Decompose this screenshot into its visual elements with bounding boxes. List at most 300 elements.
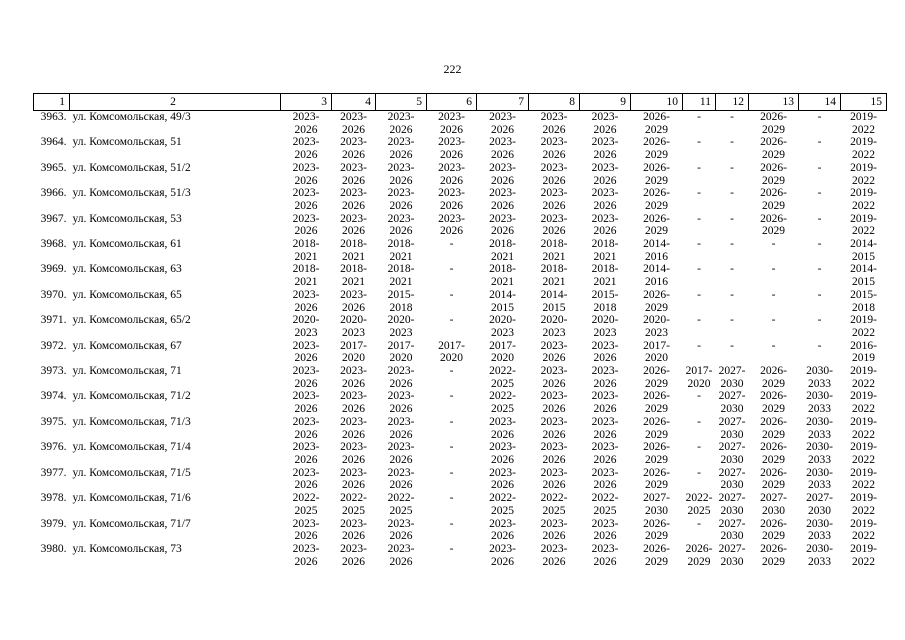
row-value-col-11: - [697, 187, 701, 200]
row-value-col-3: 2023- 2026 [292, 390, 320, 416]
row-number: 3971. [40, 314, 67, 327]
row-value-col-14: 2030- 2033 [806, 415, 833, 441]
row-value-col-3: 2018- 2021 [292, 263, 320, 289]
row-value-col-3: 2023- 2026 [292, 415, 320, 441]
row-value-col-12: 2027- 2030 [718, 441, 746, 466]
row-value-col-15: 2019- 2022 [850, 161, 877, 187]
row-value-col-4: 2023- 2026 [340, 288, 367, 314]
column-header-12: 12 [716, 94, 749, 111]
row-value-col-5: 2023- 2026 [387, 212, 415, 238]
row-value-col-10: 2026- 2029 [643, 161, 670, 187]
row-value-col-6: 2023- 2026 [438, 212, 465, 238]
row-value-col-8: 2023- 2026 [540, 136, 568, 162]
row-value-col-8: 2023- 2026 [540, 441, 568, 466]
row-value-col-7: 2023- 2026 [489, 517, 516, 543]
table-row [34, 289, 887, 314]
row-value-col-14: 2030- 2033 [806, 390, 833, 416]
row-value-col-8: 2023- 2026 [540, 339, 568, 365]
row-value-col-4: 2023- 2026 [340, 441, 367, 466]
row-value-col-3: 2023- 2026 [292, 542, 320, 568]
row-value-col-11: - [697, 314, 701, 327]
row-value-col-10: 2027- 2030 [643, 492, 670, 517]
row-value-col-8: 2018- 2021 [540, 263, 568, 289]
table-body [34, 111, 887, 569]
row-value-col-12: - [730, 111, 734, 123]
row-value-col-11: - [697, 212, 701, 225]
row-value-col-9: 2015- 2018 [591, 288, 619, 314]
row-value-col-7: 2023- 2026 [489, 136, 516, 162]
row-value-col-6: - [449, 314, 454, 327]
row-value-col-11: - [697, 288, 701, 301]
row-value-col-8: 2023- 2026 [540, 466, 568, 492]
row-value-col-10: 2026- 2029 [643, 187, 670, 212]
row-value-col-6: - [449, 466, 454, 479]
row-value-col-7: 2022- 2025 [489, 492, 516, 517]
row-value-col-6: 2023- 2026 [438, 111, 465, 136]
row-value-col-5: 2023- 2026 [387, 187, 415, 212]
row-value-col-13: 2026- 2029 [760, 212, 787, 238]
row-value-col-3: 2023- 2026 [292, 441, 320, 466]
column-header-8: 8 [529, 94, 580, 111]
row-value-col-9: 2023- 2026 [591, 415, 619, 441]
schedule-table [33, 93, 887, 568]
table-row [34, 238, 887, 263]
row-value-col-11: - [697, 263, 701, 276]
row-value-col-11: - [697, 466, 701, 479]
row-value-col-14: - [817, 288, 822, 301]
row-value-col-9: 2023- 2026 [591, 390, 619, 416]
row-address: ул. Комсомольская, 63 [72, 263, 182, 276]
row-value-col-10: 2026- 2029 [643, 542, 670, 568]
table-row [34, 314, 887, 339]
row-value-col-9: 2023- 2026 [591, 212, 619, 238]
row-address: ул. Комсомольская, 51 [72, 136, 182, 149]
row-value-col-5: 2023- 2026 [387, 136, 415, 162]
row-value-col-10: 2017- 2020 [643, 339, 670, 365]
row-address: ул. Комсомольская, 65/2 [72, 314, 191, 327]
table-row [34, 213, 887, 238]
row-value-col-12: 2027- 2030 [718, 542, 746, 568]
row-value-col-7: 2023- 2026 [489, 212, 516, 238]
row-address: ул. Комсомольская, 71/3 [72, 415, 191, 428]
row-value-col-12: 2027- 2030 [718, 365, 746, 390]
row-value-col-6: 2023- 2026 [438, 161, 465, 187]
row-value-col-7: 2023- 2026 [489, 441, 516, 466]
row-value-col-6: - [449, 238, 454, 251]
row-value-col-15: 2016- 2019 [850, 339, 877, 365]
row-value-col-15: 2019- 2022 [850, 517, 877, 543]
row-value-col-4: 2018- 2021 [340, 263, 367, 289]
row-address: ул. Комсомольская, 71/6 [72, 492, 191, 505]
row-value-col-7: 2023- 2026 [489, 415, 516, 441]
row-value-col-8: 2023- 2026 [540, 111, 568, 136]
row-value-col-13: 2026- 2029 [760, 111, 787, 136]
row-value-col-8: 2023- 2026 [540, 187, 568, 212]
table-row [34, 467, 887, 492]
table-row [34, 543, 887, 568]
row-value-col-8: 2023- 2026 [540, 365, 568, 390]
column-header-13: 13 [749, 94, 799, 111]
row-value-col-6: - [449, 390, 454, 403]
row-value-col-14: - [817, 263, 822, 276]
row-value-col-15: 2019- 2022 [850, 441, 877, 466]
table-row [34, 187, 887, 212]
row-address: ул. Комсомольская, 65 [72, 288, 182, 301]
row-value-col-7: 2022- 2025 [489, 365, 516, 390]
row-value-col-13: 2026- 2029 [760, 466, 787, 492]
table-row [34, 340, 887, 365]
row-address: ул. Комсомольская, 71/4 [72, 441, 191, 454]
row-value-col-7: 2023- 2026 [489, 466, 516, 492]
row-value-col-5: 2023- 2026 [387, 365, 415, 390]
row-value-col-5: 2023- 2026 [387, 441, 415, 466]
row-value-col-15: 2019- 2022 [850, 187, 877, 212]
row-value-col-9: 2023- 2026 [591, 339, 619, 365]
row-value-col-15: 2019- 2022 [850, 492, 877, 517]
table-row [34, 263, 887, 288]
row-value-col-9: 2018- 2021 [591, 238, 619, 263]
row-value-col-9: 2023- 2026 [591, 466, 619, 492]
row-value-col-3: 2023- 2026 [292, 111, 320, 136]
row-value-col-11: - [697, 238, 701, 251]
row-value-col-8: 2023- 2026 [540, 415, 568, 441]
row-value-col-10: 2026- 2029 [643, 415, 670, 441]
row-value-col-7: 2023- 2026 [489, 111, 516, 136]
row-address: ул. Комсомольская, 51/3 [72, 187, 191, 200]
row-value-col-8: 2014- 2015 [540, 288, 568, 314]
row-value-col-14: 2030- 2033 [806, 542, 833, 568]
row-value-col-15: 2014- 2015 [850, 238, 877, 263]
row-address: ул. Комсомольская, 67 [72, 339, 182, 352]
row-value-col-6: - [449, 415, 454, 428]
row-value-col-9: 2023- 2026 [591, 161, 619, 187]
table-row [34, 136, 887, 161]
row-value-col-11: - [697, 390, 701, 403]
row-value-col-5: 2018- 2021 [387, 263, 415, 289]
row-value-col-12: - [730, 238, 734, 251]
row-value-col-12: - [730, 339, 734, 352]
row-value-col-11: - [697, 339, 701, 352]
row-value-col-13: 2026- 2029 [760, 161, 787, 187]
row-value-col-5: 2023- 2026 [387, 466, 415, 492]
row-address: ул. Комсомольская, 73 [72, 542, 182, 555]
row-value-col-8: 2022- 2025 [540, 492, 568, 517]
row-value-col-8: 2018- 2021 [540, 238, 568, 263]
row-value-col-6: 2023- 2026 [438, 187, 465, 212]
row-value-col-4: 2023- 2026 [340, 161, 367, 187]
row-value-col-14: - [817, 238, 822, 251]
row-value-col-14: 2030- 2033 [806, 365, 833, 390]
row-value-col-12: 2027- 2030 [718, 466, 746, 492]
row-number: 3965. [40, 161, 67, 174]
row-value-col-4: 2023- 2026 [340, 111, 367, 136]
row-value-col-13: 2026- 2029 [760, 441, 787, 466]
row-number: 3964. [40, 136, 67, 149]
row-number: 3968. [40, 238, 67, 251]
row-value-col-5: 2017- 2020 [387, 339, 415, 365]
row-value-col-13: 2026- 2029 [760, 136, 787, 162]
row-value-col-9: 2023- 2026 [591, 136, 619, 162]
row-value-col-13: 2026- 2029 [760, 415, 787, 441]
row-value-col-3: 2023- 2026 [292, 517, 320, 543]
row-value-col-13: 2026- 2029 [760, 542, 787, 568]
row-value-col-10: 2026- 2029 [643, 136, 670, 162]
row-value-col-10: 2026- 2029 [643, 390, 670, 416]
row-value-col-9: 2023- 2026 [591, 441, 619, 466]
row-value-col-15: 2019- 2022 [850, 365, 877, 390]
row-value-col-7: 2018- 2021 [489, 263, 516, 289]
table-row [34, 518, 887, 543]
row-value-col-12: 2027- 2030 [718, 415, 746, 441]
row-value-col-6: - [449, 542, 454, 555]
column-header-14: 14 [799, 94, 841, 111]
row-value-col-3: 2023- 2026 [292, 187, 320, 212]
row-value-col-3: 2023- 2026 [292, 339, 320, 365]
row-value-col-4: 2023- 2026 [340, 390, 367, 416]
row-value-col-13: 2026- 2029 [760, 517, 787, 543]
row-value-col-8: 2020- 2023 [540, 314, 568, 339]
row-number: 3963. [40, 111, 67, 123]
row-value-col-13: 2026- 2029 [760, 390, 787, 416]
column-header-5: 5 [376, 94, 427, 111]
row-value-col-5: 2023- 2026 [387, 390, 415, 416]
row-value-col-11: - [697, 517, 701, 530]
row-value-col-10: 2020- 2023 [643, 314, 670, 339]
row-number: 3979. [40, 517, 67, 530]
row-number: 3975. [40, 415, 67, 428]
row-address: ул. Комсомольская, 71/2 [72, 390, 191, 403]
row-value-col-15: 2014- 2015 [850, 263, 877, 289]
row-value-col-4: 2023- 2026 [340, 517, 367, 543]
row-value-col-10: 2026- 2029 [643, 466, 670, 492]
row-value-col-6: - [449, 365, 454, 378]
row-value-col-15: 2019- 2022 [850, 542, 877, 568]
row-number: 3976. [40, 441, 67, 454]
row-value-col-15: 2019- 2022 [850, 390, 877, 416]
row-value-col-4: 2022- 2025 [340, 492, 367, 517]
row-value-col-14: 2030- 2033 [806, 517, 833, 543]
row-value-col-14: 2030- 2033 [806, 441, 833, 466]
row-value-col-14: 2030- 2033 [806, 466, 833, 492]
row-value-col-14: - [817, 339, 822, 352]
row-value-col-12: 2027- 2030 [718, 517, 746, 543]
row-value-col-13: 2026- 2029 [760, 365, 787, 390]
row-address: ул. Комсомольская, 61 [72, 238, 182, 251]
column-header-4: 4 [332, 94, 376, 111]
row-value-col-6: - [449, 492, 454, 505]
row-value-col-14: - [817, 161, 822, 174]
row-value-col-5: 2022- 2025 [387, 492, 415, 517]
table-row [34, 441, 887, 466]
row-value-col-10: 2026- 2029 [643, 365, 670, 390]
row-value-col-14: - [817, 212, 822, 225]
row-value-col-12: - [730, 314, 734, 327]
row-value-col-4: 2023- 2026 [340, 415, 367, 441]
row-value-col-12: 2027- 2030 [718, 390, 746, 416]
row-value-col-3: 2023- 2026 [292, 288, 320, 314]
row-address: ул. Комсомольская, 71/7 [72, 517, 191, 530]
row-value-col-8: 2023- 2026 [540, 390, 568, 416]
column-header-1: 1 [34, 94, 70, 111]
column-header-6: 6 [427, 94, 477, 111]
row-value-col-8: 2023- 2026 [540, 542, 568, 568]
row-value-col-4: 2023- 2026 [340, 187, 367, 212]
row-value-col-12: - [730, 161, 734, 174]
row-value-col-11: 2026- 2029 [685, 542, 713, 568]
row-value-col-9: 2023- 2026 [591, 187, 619, 212]
row-value-col-15: 2019- 2022 [850, 212, 877, 238]
row-value-col-10: 2026- 2029 [643, 517, 670, 543]
row-value-col-7: 2014- 2015 [489, 288, 516, 314]
row-value-col-3: 2023- 2026 [292, 136, 320, 162]
row-value-col-5: 2023- 2026 [387, 111, 415, 136]
row-value-col-13: 2026- 2029 [760, 187, 787, 212]
row-value-col-3: 2018- 2021 [292, 238, 320, 263]
row-value-col-4: 2017- 2020 [340, 339, 367, 365]
row-value-col-7: 2022- 2025 [489, 390, 516, 416]
row-value-col-4: 2023- 2026 [340, 136, 367, 162]
row-value-col-10: 2026- 2029 [643, 441, 670, 466]
row-value-col-12: - [730, 136, 734, 149]
column-header-10: 10 [631, 94, 683, 111]
row-value-col-3: 2020- 2023 [292, 314, 320, 339]
row-value-col-14: - [817, 136, 822, 149]
row-number: 3969. [40, 263, 67, 276]
row-value-col-9: 2020- 2023 [591, 314, 619, 339]
row-value-col-5: 2015- 2018 [387, 288, 415, 314]
row-value-col-11: - [697, 136, 701, 149]
table-row [34, 416, 887, 441]
row-value-col-3: 2023- 2026 [292, 365, 320, 390]
row-address: ул. Комсомольская, 71/5 [72, 466, 191, 479]
row-number: 3977. [40, 466, 67, 479]
row-value-col-12: - [730, 288, 734, 301]
row-address: ул. Комсомольская, 49/3 [72, 111, 191, 123]
row-value-col-14: - [817, 187, 822, 200]
column-header-9: 9 [580, 94, 631, 111]
row-value-col-7: 2023- 2026 [489, 187, 516, 212]
row-value-col-9: 2023- 2026 [591, 111, 619, 136]
column-header-11: 11 [683, 94, 716, 111]
row-value-col-10: 2014- 2016 [643, 263, 670, 289]
row-value-col-7: 2020- 2023 [489, 314, 516, 339]
row-value-col-9: 2022- 2025 [591, 492, 619, 517]
row-value-col-10: 2026- 2029 [643, 288, 670, 314]
row-value-col-8: 2023- 2026 [540, 212, 568, 238]
row-address: ул. Комсомольская, 53 [72, 212, 182, 225]
table-row [34, 365, 887, 390]
row-value-col-11: - [697, 161, 701, 174]
row-value-col-12: - [730, 187, 734, 200]
row-value-col-13: - [771, 314, 776, 327]
row-value-col-9: 2018- 2021 [591, 263, 619, 289]
row-value-col-5: 2018- 2021 [387, 238, 415, 263]
row-value-col-4: 2023- 2026 [340, 542, 367, 568]
row-address: ул. Комсомольская, 71 [72, 365, 182, 378]
row-value-col-6: 2017- 2020 [438, 339, 465, 365]
row-value-col-5: 2023- 2026 [387, 415, 415, 441]
row-value-col-15: 2019- 2022 [850, 314, 877, 339]
row-value-col-4: 2023- 2026 [340, 365, 367, 390]
row-value-col-6: - [449, 517, 454, 530]
row-value-col-5: 2020- 2023 [387, 314, 415, 339]
row-value-col-9: 2023- 2026 [591, 542, 619, 568]
row-value-col-8: 2023- 2026 [540, 161, 568, 187]
row-value-col-4: 2023- 2026 [340, 466, 367, 492]
page-number: 222 [443, 62, 462, 76]
row-value-col-13: 2027- 2030 [760, 492, 787, 517]
row-value-col-12: - [730, 212, 734, 225]
row-value-col-6: 2023- 2026 [438, 136, 465, 162]
column-header-15: 15 [841, 94, 887, 111]
row-number: 3974. [40, 390, 67, 403]
row-value-col-9: 2023- 2026 [591, 517, 619, 543]
column-header-2: 2 [70, 94, 281, 111]
row-value-col-13: - [771, 339, 776, 352]
row-value-col-4: 2020- 2023 [340, 314, 367, 339]
row-value-col-10: 2026- 2029 [643, 212, 670, 238]
row-value-col-13: - [771, 263, 776, 276]
row-value-col-11: 2017- 2020 [685, 365, 713, 390]
row-value-col-8: 2023- 2026 [540, 517, 568, 543]
row-value-col-11: - [697, 415, 701, 428]
row-value-col-14: - [817, 111, 822, 123]
row-number: 3967. [40, 212, 67, 225]
row-number: 3966. [40, 187, 67, 200]
row-value-col-11: 2022- 2025 [685, 492, 713, 517]
row-value-col-3: 2023- 2026 [292, 466, 320, 492]
row-value-col-5: 2023- 2026 [387, 542, 415, 568]
row-value-col-6: - [449, 441, 454, 454]
row-number: 3973. [40, 365, 67, 378]
row-value-col-6: - [449, 263, 454, 276]
row-value-col-15: 2019- 2022 [850, 415, 877, 441]
row-value-col-9: 2023- 2026 [591, 365, 619, 390]
table-row [34, 390, 887, 415]
row-value-col-10: 2026- 2029 [643, 111, 670, 136]
row-value-col-3: 2023- 2026 [292, 212, 320, 238]
row-value-col-15: 2019- 2022 [850, 111, 877, 136]
row-value-col-7: 2023- 2026 [489, 161, 516, 187]
table-row [34, 162, 887, 187]
row-value-col-5: 2023- 2026 [387, 517, 415, 543]
header-row [34, 94, 887, 111]
row-value-col-14: 2027- 2030 [806, 492, 833, 517]
row-value-col-7: 2018- 2021 [489, 238, 516, 263]
column-header-7: 7 [477, 94, 529, 111]
row-number: 3970. [40, 288, 67, 301]
row-address: ул. Комсомольская, 51/2 [72, 161, 191, 174]
row-value-col-12: - [730, 263, 734, 276]
row-value-col-7: 2017- 2020 [489, 339, 516, 365]
row-value-col-12: 2027- 2030 [718, 492, 746, 517]
row-number: 3978. [40, 492, 67, 505]
row-value-col-3: 2022- 2025 [292, 492, 320, 517]
row-value-col-15: 2015- 2018 [850, 288, 877, 314]
row-value-col-11: - [697, 441, 701, 454]
row-value-col-13: - [771, 238, 776, 251]
row-value-col-4: 2023- 2026 [340, 212, 367, 238]
row-value-col-7: 2023- 2026 [489, 542, 516, 568]
row-value-col-11: - [697, 111, 701, 123]
row-value-col-15: 2019- 2022 [850, 466, 877, 492]
row-value-col-15: 2019- 2022 [850, 136, 877, 162]
row-value-col-14: - [817, 314, 822, 327]
row-value-col-4: 2018- 2021 [340, 238, 367, 263]
table-row [34, 492, 887, 517]
row-number: 3980. [40, 542, 67, 555]
row-value-col-3: 2023- 2026 [292, 161, 320, 187]
